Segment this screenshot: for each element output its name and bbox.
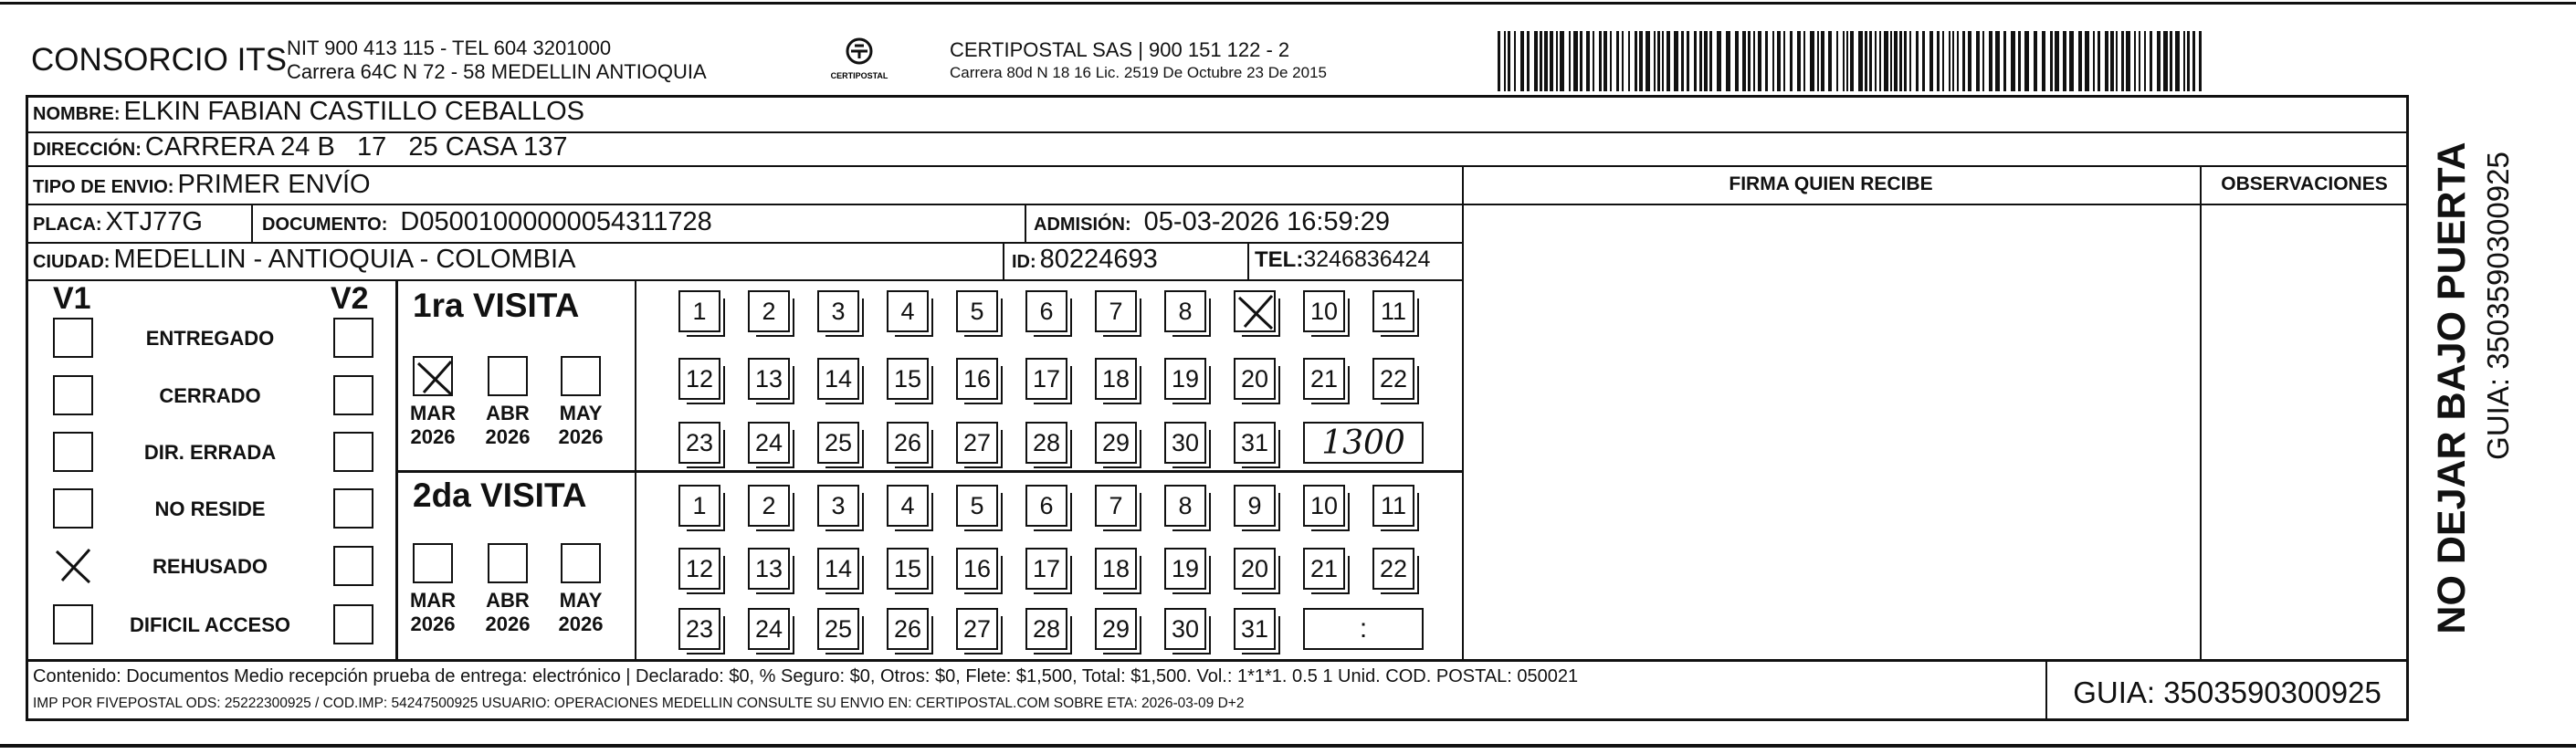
day-box: 9: [1234, 485, 1276, 527]
row-line-footer: [26, 659, 2409, 662]
day-box: 4: [887, 290, 929, 332]
company-address: Carrera 64C N 72 - 58 MEDELLIN ANTIOQUIA: [287, 60, 707, 83]
row-nombre: [33, 97, 584, 127]
direccion-value: CARRERA 24 B 17 25 CASA 137: [144, 132, 568, 162]
v1-label: V1: [53, 281, 91, 316]
carrier-license: Carrera 80d N 18 16 Lic. 2519 De Octubre 23 De 2015: [950, 64, 1327, 81]
day-box: 21: [1303, 358, 1345, 400]
day-box: 21: [1303, 548, 1345, 590]
day-box: 6: [1025, 290, 1067, 332]
day-box: 31: [1234, 422, 1276, 464]
id-label: ID:: [1012, 252, 1036, 272]
day-box: 19: [1164, 358, 1206, 400]
day-box: 15: [887, 548, 929, 590]
day-box: 16: [956, 358, 998, 400]
row-id: [1012, 245, 1158, 275]
day-box: 22: [1372, 358, 1414, 400]
day-box: 10: [1303, 485, 1345, 527]
day-box: 16: [956, 548, 998, 590]
month-year: 2026: [558, 425, 604, 448]
first-visit-label: 1ra VISITA: [413, 287, 580, 324]
id-value: 80224693: [1039, 245, 1158, 274]
status-label: CERRADO: [159, 384, 261, 407]
col-observ-left: [2200, 165, 2202, 659]
v2-checkbox: [333, 432, 373, 472]
day-box: 7: [1095, 485, 1137, 527]
observaciones-label: OBSERVACIONES: [2221, 173, 2388, 194]
month-label: [553, 402, 608, 449]
company-nit: NIT 900 413 115 - TEL 604 3201000: [287, 37, 612, 59]
month-checkbox: [561, 356, 601, 396]
day-box: 20: [1234, 358, 1276, 400]
month-year: 2026: [485, 425, 531, 448]
day-box: 14: [817, 548, 859, 590]
sep-tel: [1247, 242, 1249, 279]
v2-checkbox: [333, 546, 373, 586]
bottom-rule: [0, 744, 2576, 748]
top-rule: [0, 2, 2576, 5]
row-line-5: [26, 279, 1463, 281]
month-name: ABR: [486, 402, 530, 424]
day-box: 27: [956, 608, 998, 650]
day-box: 28: [1025, 422, 1067, 464]
day-box: 30: [1164, 608, 1206, 650]
day-box: 11: [1372, 290, 1414, 332]
ciudad-value: MEDELLIN - ANTIOQUIA - COLOMBIA: [113, 245, 576, 274]
time-box: 1300: [1303, 422, 1424, 464]
day-box: 2: [748, 290, 790, 332]
day-box: 8: [1164, 290, 1206, 332]
visit-divider: [395, 470, 1462, 473]
tipo-value: PRIMER ENVÍO: [177, 170, 371, 199]
month-name: MAR: [409, 589, 457, 612]
month-name: MAY: [559, 589, 603, 612]
month-name: ABR: [486, 589, 530, 612]
footer-imp: IMP POR FIVEPOSTAL ODS: 25222300925 / COD.IMP: 54247500925 USUARIO: OPERACIONES MEDELLIN CONSULTE SU ENVIO EN: CERTIPOSTAL.COM SOBRE ETA: 2026-03-09 D+2: [33, 696, 1245, 711]
day-box: 29: [1095, 422, 1137, 464]
side-guia: GUIA: 3503590300925: [2481, 152, 2515, 460]
day-box: 18: [1095, 358, 1137, 400]
side-warning: NO DEJAR BAJO PUERTA: [2430, 141, 2474, 634]
footer-contenido: Contenido: Documentos Medio recepción prueba de entrega: electrónico | Declarado: $0, % Seguro: $0, Otros: $0, Flete: $1,500, Total: $1,500. Vol.: 1*1*1. 0.5 1 Unid. COD. POSTAL: 050021: [33, 666, 1579, 686]
direccion-label: DIRECCIÓN:: [33, 140, 142, 160]
second-visit-label: 2da VISITA: [413, 476, 587, 514]
row-admision: [1034, 207, 1390, 237]
day-box: 10: [1303, 290, 1345, 332]
month-label: [480, 402, 535, 449]
tel-label: TEL:: [1255, 247, 1304, 272]
day-box: 28: [1025, 608, 1067, 650]
day-box: 26: [887, 422, 929, 464]
row-tipo: [33, 170, 371, 200]
row-line-3: [26, 204, 1463, 205]
day-box: 27: [956, 422, 998, 464]
v2-checkbox: [333, 318, 373, 358]
day-box: 17: [1025, 548, 1067, 590]
v1-checkbox: [53, 318, 93, 358]
day-box: 1: [678, 290, 720, 332]
row-ciudad: [33, 245, 575, 275]
v2-label: V2: [331, 281, 369, 316]
day-box: 15: [887, 358, 929, 400]
day-box: 23: [678, 422, 720, 464]
nombre-label: NOMBRE:: [33, 104, 121, 124]
admision-value: 05-03-2026 16:59:29: [1143, 207, 1390, 236]
logo-text: CERTIPOSTAL: [830, 71, 888, 80]
day-box: 3: [817, 485, 859, 527]
sep-id: [1003, 242, 1004, 279]
day-box: 25: [817, 608, 859, 650]
v1-checkbox: [53, 604, 93, 644]
placa-label: PLACA:: [33, 215, 102, 235]
v1-checkbox-checked: [53, 546, 93, 586]
day-box: 7: [1095, 290, 1137, 332]
tipo-label: TIPO DE ENVIO:: [33, 177, 174, 197]
month-label: [405, 402, 460, 449]
day-box: 17: [1025, 358, 1067, 400]
day-box: 22: [1372, 548, 1414, 590]
day-box: 26: [887, 608, 929, 650]
day-box: 4: [887, 485, 929, 527]
day-box: 14: [817, 358, 859, 400]
status-label: NO RESIDE: [154, 497, 266, 520]
carrier-info: CERTIPOSTAL SAS | 900 151 122 - 2: [950, 38, 1290, 61]
day-box-checked: [1234, 290, 1276, 332]
day-box: 5: [956, 485, 998, 527]
status-label: DIFICIL ACCESO: [129, 613, 290, 636]
month-checkbox-checked: [413, 356, 453, 396]
row-tel: [1255, 246, 1430, 273]
month-label: [480, 589, 535, 636]
month-label: [553, 589, 608, 636]
row-placa: [33, 207, 203, 237]
day-box: 8: [1164, 485, 1206, 527]
documento-value: D05001000000054311728: [400, 207, 712, 236]
month-year: 2026: [558, 613, 604, 635]
status-label: DIR. ERRADA: [143, 441, 277, 464]
footer-guia: GUIA: 3503590300925: [2073, 675, 2381, 709]
month-checkbox: [488, 356, 528, 396]
ciudad-label: CIUDAD:: [33, 252, 110, 272]
visit-col-divider: [635, 279, 636, 659]
status-divider: [395, 279, 398, 659]
v2-checkbox: [333, 488, 373, 529]
sep-placa: [251, 204, 253, 242]
v1-checkbox: [53, 432, 93, 472]
month-label: [405, 589, 460, 636]
day-box: 3: [817, 290, 859, 332]
v2-checkbox: [333, 375, 373, 415]
day-box: 12: [678, 548, 720, 590]
v1-checkbox: [53, 488, 93, 529]
time-box: :: [1303, 608, 1424, 650]
day-box: 5: [956, 290, 998, 332]
status-label: REHUSADO: [152, 555, 268, 578]
day-check-mark: [1235, 292, 1276, 339]
day-box: 31: [1234, 608, 1276, 650]
day-box: 29: [1095, 608, 1137, 650]
month-year: 2026: [410, 613, 456, 635]
month-checkbox: [488, 543, 528, 583]
day-box: 11: [1372, 485, 1414, 527]
tel-value: 3246836424: [1303, 246, 1431, 272]
month-name: MAR: [409, 402, 457, 424]
nombre-value: ELKIN FABIAN CASTILLO CEBALLOS: [123, 97, 585, 126]
row-direccion: [33, 132, 568, 162]
day-box: 2: [748, 485, 790, 527]
sig-header-bottom: [1462, 204, 2409, 205]
admision-label: ADMISIÓN:: [1034, 215, 1131, 235]
documento-label: DOCUMENTO:: [262, 215, 388, 235]
day-box: 6: [1025, 485, 1067, 527]
sig-header-top: [1462, 165, 2409, 167]
sep-admision: [1025, 204, 1026, 242]
barcode: [1498, 31, 2205, 91]
row-line-2: [26, 165, 1463, 167]
company-name: CONSORCIO ITS: [31, 42, 288, 78]
row-documento: [262, 207, 712, 237]
day-box: 12: [678, 358, 720, 400]
month-checkbox: [561, 543, 601, 583]
month-year: 2026: [485, 613, 531, 635]
placa-value: XTJ77G: [105, 207, 203, 236]
day-box: 24: [748, 422, 790, 464]
status-label: ENTREGADO: [145, 327, 275, 350]
day-box: 13: [748, 358, 790, 400]
col-signature-left: [1462, 165, 1464, 659]
v1-checkbox: [53, 375, 93, 415]
certipostal-logo: [827, 35, 891, 86]
day-box: 1: [678, 485, 720, 527]
firma-label: FIRMA QUIEN RECIBE: [1729, 173, 1933, 194]
month-checkbox: [413, 543, 453, 583]
day-box: 19: [1164, 548, 1206, 590]
day-box: 25: [817, 422, 859, 464]
month-name: MAY: [559, 402, 603, 424]
month-year: 2026: [410, 425, 456, 448]
day-box: 20: [1234, 548, 1276, 590]
day-box: 18: [1095, 548, 1137, 590]
day-box: 24: [748, 608, 790, 650]
day-box: 23: [678, 608, 720, 650]
day-box: 30: [1164, 422, 1206, 464]
v2-checkbox: [333, 604, 373, 644]
day-box: 13: [748, 548, 790, 590]
